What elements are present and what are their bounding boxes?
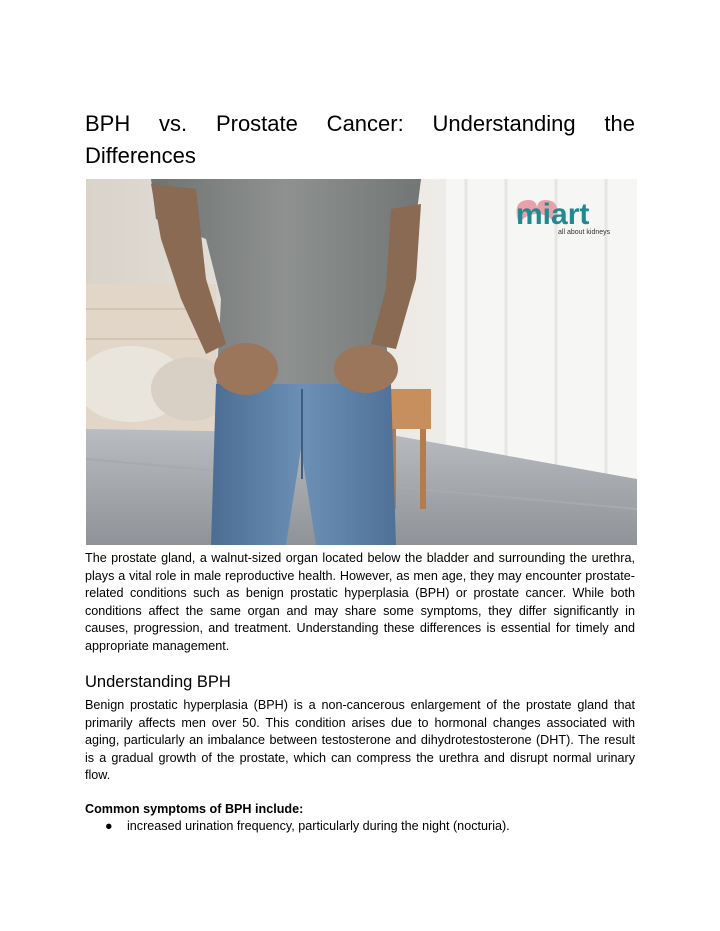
symptoms-list (85, 818, 635, 835)
logo-tagline: all about kidneys (558, 229, 611, 236)
list-item (85, 818, 635, 835)
hero-image (86, 179, 637, 545)
logo-word: miart (516, 198, 590, 231)
intro-paragraph: The prostate gland, a walnut-sized organ located below the bladder and surrounding the urethra, plays a vital role in male reproductive health. However, as men age, they may encounter prostate-related conditions such as benign prostatic hyperplasia (BPH) or prostate cancer. While both conditions affect the same organ and may share some symptoms, they differ significantly in causes, progression, and treatment. Understanding these differences is essential for timely and appropriate management. (85, 551, 635, 653)
page-title: BPH vs. Prostate Cancer: Understanding the Differences (85, 111, 635, 168)
bph-paragraph: Benign prostatic hyperplasia (BPH) is a non-cancerous enlargement of the prostate gland that primarily affects men over 50. This condition arises due to hormonal changes associated with aging, particularly an imbalance between testosterone and dihydrotestosterone (DHT). The result is a gradual growth of the prostate, which can compress the urethra and disrupt normal urinary flow. (85, 698, 635, 782)
section-heading-bph: Understanding BPH (85, 673, 231, 691)
symptoms-heading: Common symptoms of BPH include: (85, 802, 304, 816)
list-item-text: increased urination frequency, particularly during the night (nocturia). (127, 819, 510, 833)
hero-photo (86, 179, 637, 545)
bullet-icon: ● (105, 819, 113, 833)
